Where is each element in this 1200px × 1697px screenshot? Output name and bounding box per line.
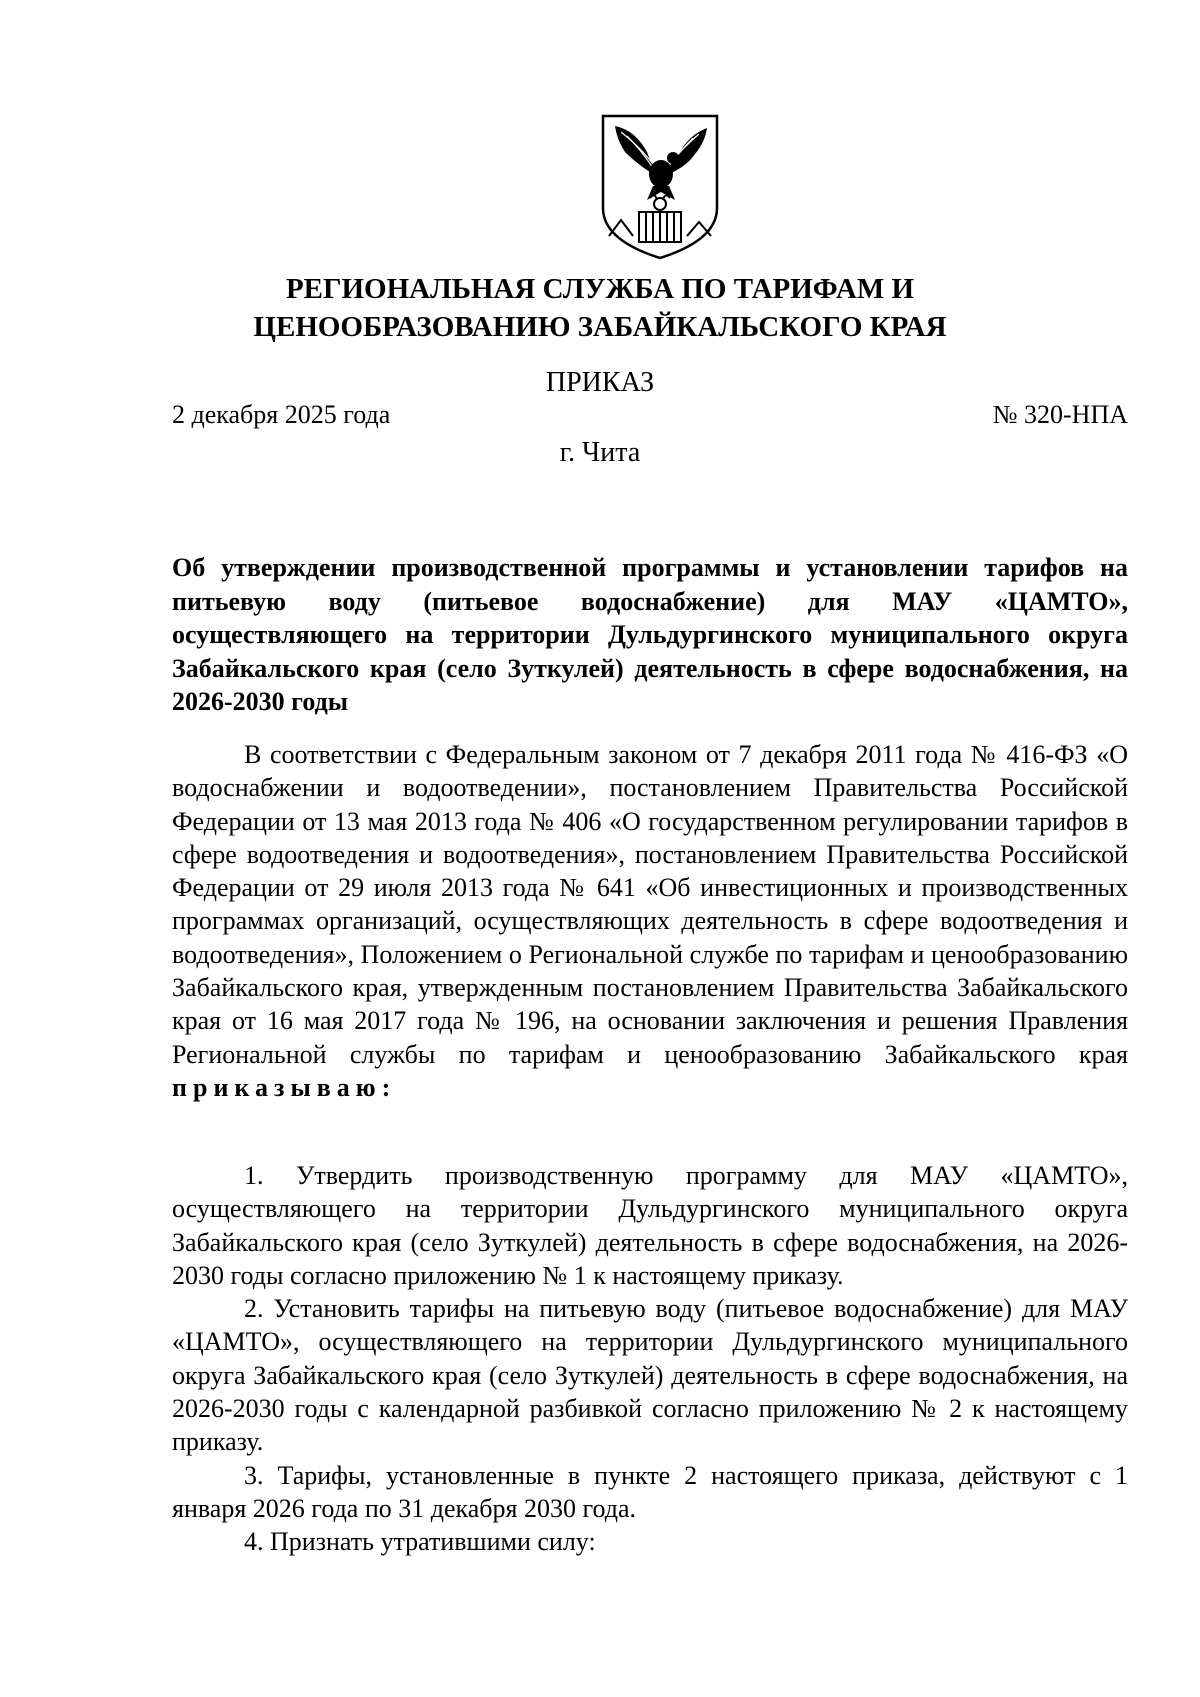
order-item-1: 1. Утвердить производственную программу для МАУ «ЦАМТО», осуществляющего на территории Дульдургинского муниципального округа Забайкальского края (село Зуткулей) деятельность в сфере водоснабжения, на 2026-2030 годы согласно приложению № 1 к настоящему приказу.: [172, 1161, 1128, 1290]
preamble-paragraph: [172, 738, 1128, 1104]
document-subject: Об утверждении производственной программы и установлении тарифов на питьевую воду (питьевое водоснабжение) для МАУ «ЦАМТО», осуществляющего на территории Дульдургинского муниципального округа Забайкальского края (село Зуткулей) деятельность в сфере водоснабжения, на 2026-2030 годы: [172, 553, 1128, 716]
organization-line-1: РЕГИОНАЛЬНАЯ СЛУЖБА ПО ТАРИФАМ И: [285, 273, 915, 305]
coat-of-arms-icon: [595, 112, 725, 262]
document-type: ПРИКАЗ: [545, 367, 655, 398]
preamble: [172, 738, 1128, 1104]
organization-name: [170, 270, 1030, 346]
document-number: № 320-НПА: [992, 400, 1128, 429]
order-item-4: 4. Признать утратившими силу:: [244, 1527, 596, 1557]
order-items: [172, 1159, 1128, 1559]
order-item-2: 2. Установить тарифы на питьевую воду (питьевое водоснабжение) для МАУ «ЦАМТО», осуществляющего на территории Дульдургинского муниципального округа Забайкальского края (село Зуткулей) деятельность в сфере водоснабжения, на 2026-2030 годы с календарной разбивкой согласно приложению № 2 к настоящему приказу.: [172, 1294, 1128, 1457]
order-item-3: 3. Тарифы, установленные в пункте 2 настоящего приказа, действуют с 1 января 2026 года по 31 декабря 2030 года.: [172, 1460, 1128, 1523]
preamble-text: В соответствии с Федеральным законом от 7 декабря 2011 года № 416-ФЗ «О водоснабжении и водоотведении», постановлением Правительства Российской Федерации от 13 мая 2013 года № 406 «О государственном регулировании тарифов в сфере водоотведения и водоотведения», постановлением Правительства Российской Федерации от 29 июля 2013 года № 641 «Об инвестиционных и производственных программах организаций, осуществляющих деятельность в сфере водоотведения и водоотведения», Положением о Региональной службе по тарифам и ценообразованию Забайкальского края, утвержденным постановлением Правительства Забайкальского края от 16 мая 2017 года № 196, на основании заключения и решения Правления Региональной службы по тарифам и ценообразованию Забайкальского края: [172, 740, 1128, 1069]
order-word: приказываю:: [172, 1072, 397, 1102]
organization-line-2: ЦЕНООБРАЗОВАНИЮ ЗАБАЙКАЛЬСКОГО КРАЯ: [253, 311, 947, 343]
document-date: 2 декабря 2025 года: [172, 400, 391, 429]
document-city: г. Чита: [559, 437, 641, 468]
